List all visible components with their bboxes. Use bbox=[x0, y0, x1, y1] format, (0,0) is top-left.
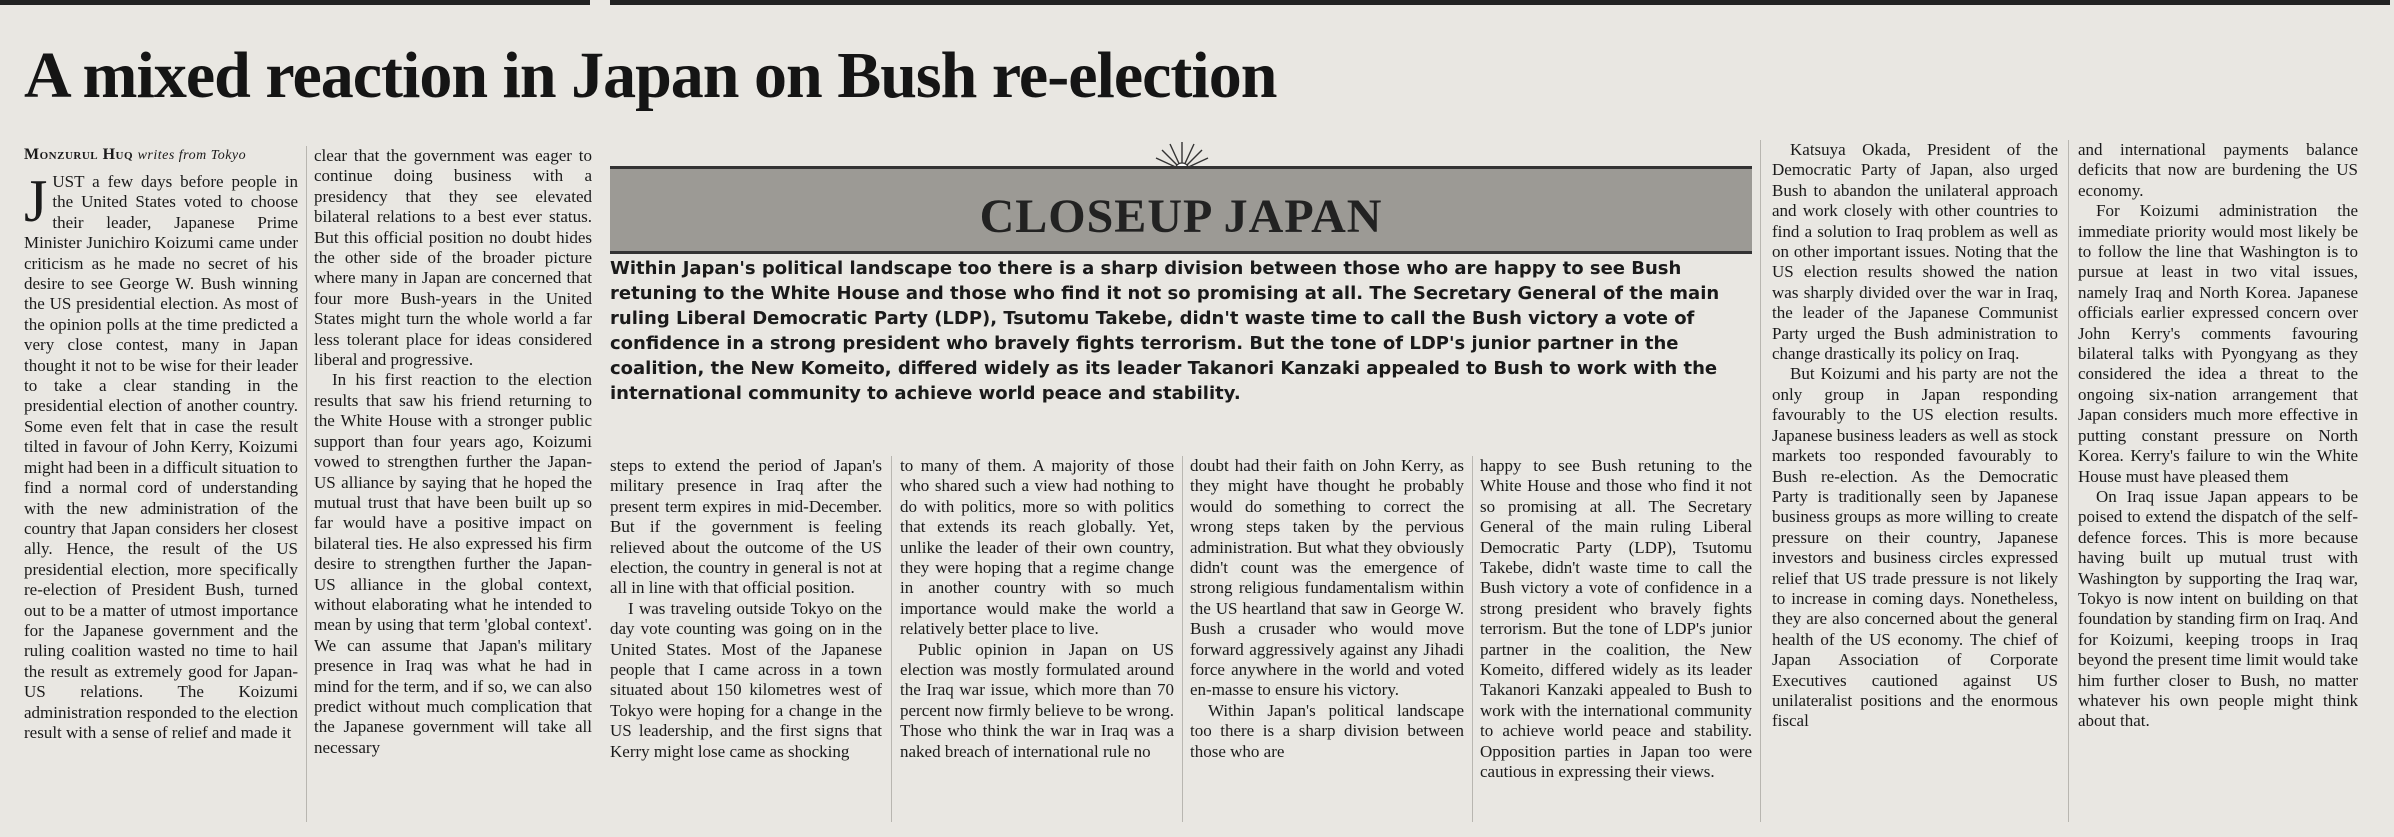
article-paragraph: But Koizumi and his party are not the only group in Japan responding favourably to the US election results. Japanese business leaders as well as stock markets too responded favourably to Bush re-election. As the Democratic Party is traditionally seen by Japanese business groups as more willing to create pressure on their country, Japanese investors and business circles expressed relief that US trade pressure is not likely to increase in coming days. Nonetheless, they are also concerned about the general health of the US economy. The chief of Japan Association of Corporate Executives cautioned against US unilateralist positions and the enormous fiscal bbox=[1772, 364, 2058, 731]
column-divider bbox=[1182, 456, 1183, 822]
closeup-banner bbox=[610, 166, 1752, 254]
column-divider bbox=[1760, 140, 1761, 822]
article-paragraph: clear that the government was eager to continue doing business with a presidency that they see elevated bilateral relations to a best ever status. But this official position no doubt hides the other side of the broader picture where many in Japan are concerned that four more Bush-years in the United States might turn the whole world a far less tolerant place for ideas considered liberal and progressive. bbox=[314, 146, 592, 370]
article-paragraph: doubt had their faith on John Kerry, as they might have thought he probably would do something to correct the wrong steps taken by the pervious administration. But what they obviously didn't count was the emergence of strong religious fundamentalism within the US heartland that saw in George W. Bush a crusader who would move forward aggressively against any Jihadi force anywhere in the world and voted en-masse to ensure his victory. bbox=[1190, 456, 1464, 700]
article-paragraph: Public opinion in Japan on US election was mostly formulated around the Iraq war issue, which more than 70 percent now firmly believe to be wrong. Those who think the war in Iraq was a naked breach of international rule no bbox=[900, 639, 1174, 761]
article-column-8 bbox=[2078, 140, 2358, 822]
article-column-6 bbox=[1480, 456, 1752, 822]
article-paragraph: Within Japan's political landscape too there is a sharp division between those who are bbox=[1190, 700, 1464, 761]
article-column-3 bbox=[610, 456, 882, 822]
headline: A mixed reaction in Japan on Bush re-election bbox=[24, 39, 1277, 112]
top-rule-right bbox=[610, 0, 2390, 5]
column-divider bbox=[306, 146, 307, 822]
article-paragraph: happy to see Bush retuning to the White House and those who find it not so promising at all. The Secretary General of the main ruling Liberal Democratic Party (LDP), Tsutomu Takebe, didn't waste time to call the Bush victory a vote of confidence in a strong president who bravely fights terrorism. But the tone of LDP's junior partner in the coalition, the New Komeito, differed widely as its leader Takanori Kanzaki appealed to Bush to work with the international community to achieve world peace and stability. Opposition parties in Japan too were cautious in expressing their views. bbox=[1480, 456, 1752, 782]
article-column-2 bbox=[314, 146, 592, 822]
article-paragraph: I was traveling outside Tokyo on the day vote counting was going on in the United States. Most of the Japanese people that I came across in a town situated about 150 kilometres west of Tokyo were hoping for a change in the US leadership, and the first signs that Kerry might lose came as shocking bbox=[610, 598, 882, 761]
banner-deck: Within Japan's political landscape too there is a sharp division between those who are happy to see Bush retuning to the White House and those who find it not so promising at all. The Secretary General of the main ruling Liberal Democratic Party (LDP), Tsutomu Takebe, didn't waste time to call the Bush victory a vote of confidence in a strong president who bravely fights terrorism. But the tone of LDP's junior partner in the coalition, the New Komeito, differed widely as its leader Takanori Kanzaki appealed to Bush to work with the international community to achieve world peace and stability. bbox=[610, 258, 1720, 404]
article-paragraph: steps to extend the period of Japan's military presence in Iraq after the present term expires in mid-December. But if the government is feeling relieved about the outcome of the US election, the country in general is not at all in line with that official position. bbox=[610, 456, 882, 598]
column-divider bbox=[2068, 140, 2069, 822]
byline-author: Monzurul Huq bbox=[24, 146, 134, 163]
article-paragraph: JUST a few days before people in the United States voted to choose their leader, Japanese Prime Minister Junichiro Koizumi came under criticism as he made no secret of his desire to see George W. Bush winning the US presidential election. As most of the opinion polls at the time predicted a very close contest, many in Japan thought it not to be wise for their leader to take a clear standing in the presidential election of another country. Some even felt that in case the result tilted in favour of John Kerry, Koizumi might had been in a difficult situation to find a normal cord of understanding with the new administration of the country that Japan considers her closest ally. Hence, the result of the US presidential election, more specifically re-election of President Bush, turned out to be a matter of utmost importance for the Japanese government and the ruling coalition wasted no time to hail the result as extremely good for Japan-US relations. The Koizumi administration responded to the election result with a sense of relief and made it bbox=[24, 172, 298, 742]
article-paragraph: Katsuya Okada, President of the Democratic Party of Japan, also urged Bush to abandon the unilateral approach and work closely with other countries to find a solution to Iraq problem as well as on other important issues. Noting that the US election results showed the nation was sharply divided over the war in Iraq, the leader of the Japanese Communist Party urged the Bush administration to change drastically its policy on Iraq. bbox=[1772, 140, 2058, 364]
column-divider bbox=[891, 456, 892, 822]
article-paragraph: On Iraq issue Japan appears to be poised to extend the dispatch of the self-defence forces. This is more because having built up mutual trust with Washington by supporting the Iraq war, Tokyo is now intent on building on that foundation by standing firm on Iraq. And for Koizumi, keeping troops in Iraq beyond the present time limit would take him further closer to Bush, no matter whatever his own people might think about that. bbox=[2078, 486, 2358, 731]
byline bbox=[24, 146, 246, 164]
article-column-1 bbox=[24, 172, 298, 822]
article-paragraph: to many of them. A majority of those who shared such a view had nothing to do with politics, more so with politics that extends its reach globally. Yet, unlike the leader of their own country, they were hoping that a regime change in another country with so much importance would make the world a relatively better place to live. bbox=[900, 456, 1174, 639]
banner-title: CLOSEUP JAPAN bbox=[979, 190, 1383, 243]
article-paragraph: In his first reaction to the election results that saw his friend returning to the White House with a stronger public support than four years ago, Koizumi vowed to strengthen further the Japan-US alliance by saying that he hoped the mutual trust that have been built up so far would have a positive impact on bilateral ties. He also expressed his firm desire to strengthen further the Japan-US alliance in the global context, without elaborating what he intended to mean by using that term 'global context'. We can assume that Japan's military presence in Iraq was what he had in mind for the term, and if so, we can also predict without much complication that the Japanese government will take all necessary bbox=[314, 370, 592, 757]
byline-location: writes from Tokyo bbox=[137, 148, 247, 163]
top-rule-left bbox=[0, 0, 590, 5]
column-divider bbox=[1472, 456, 1473, 822]
article-column-4 bbox=[900, 456, 1174, 822]
article-column-5 bbox=[1190, 456, 1464, 822]
drop-cap: J bbox=[24, 172, 48, 234]
article-column-7 bbox=[1772, 140, 2058, 822]
article-paragraph: For Koizumi administration the immediate priority would most likely be to follow the line that Washington is to pursue at least in two vital issues, namely Iraq and North Korea. Japanese officials earlier expressed concern over John Kerry's comments favouring bilateral talks with Pyongyang as they considered the idea a threat to the ongoing six-nation arrangement that Japan considers much more effective in putting constant pressure on North Korea. Kerry's failure to win the White House must have pleased them bbox=[2078, 201, 2358, 486]
article-paragraph: and international payments balance deficits that now are burdening the US economy. bbox=[2078, 140, 2358, 200]
